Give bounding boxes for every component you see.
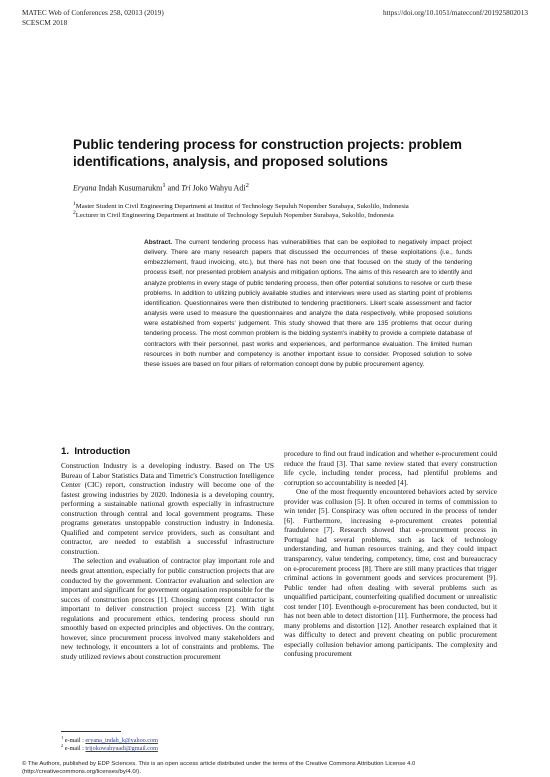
abstract-label: Abstract.	[144, 239, 173, 246]
author-2-family-name: Joko Wahyu Adi	[190, 183, 246, 193]
footnote-1-mark: 1	[61, 735, 64, 740]
running-header-left	[22, 8, 164, 28]
author-2-given-name: Tri	[181, 183, 191, 193]
journal-citation: MATEC Web of Conferences 258, 02013 (2019)	[22, 8, 164, 17]
affiliation-2	[73, 209, 493, 221]
affiliation-2-mark: 2	[73, 210, 76, 216]
author-1-family-name: Indah Kusumaruknı	[96, 183, 163, 193]
body-column-right	[284, 449, 497, 659]
author-line	[73, 181, 249, 194]
section-title: Introduction	[74, 446, 131, 457]
paragraph: The selection and evaluation of contractor play important role and needs great attention, especially for public construction projects that are conducted by the government. Contractor evaluation and selection are important and significant for goverment organisation responsible for the succes of construction procces [1]. Choosing competent contractor is important to deliver construction project success [2]. With tight regulations and procurement ethics, tendering process should run smoothly based on expected principles and objectives. On the contrary, however, since procurement process involved many stakeholders and new technology, it encounters a lot of constraints and problems. The study utilized reviews about construction procurement	[61, 556, 274, 661]
author-1-email-link[interactable]: eryana_indah_k@yahoo.com	[85, 737, 158, 745]
author-1-affiliation-mark: 1	[162, 182, 166, 189]
footnote-2-mark: 2	[61, 743, 64, 748]
footnote-divider	[61, 731, 121, 732]
abstract-text: The current tendering process has vulnerabilities that can be exploited to negatively impact project delivery. There are many research papers that discussed the occurrences of these exploitations (i.e., funds embezzlement, fraud invoicing, etc.), but there has not been one that focused on the study of the tendering process itself, nor presented problem analysis and mitigation options. The aims of this research are to identify and analyze problems in every stage of public tendering process, then offer potential solutions to resolve or curb these problems. In addition to utilizing publicly available studies and interviews were used as starting point of problems identification. Questionnaires were then distributed to tendering practitioners. Likert scale assessment and factor analysis were used to measure the questionnaires and analyze the data respectively, while proposed solutions were established from experts' judgement. This study showed that there are 135 problems that occur during tendering process. The most common problem is the bidding system's inability to provide a complete database of contractors with their personnel, past works and experiences, and performance evaluation. The limited human resources in both number and competency is another important issue to consider. Proposed solution to solve these issues are based on four pillars of reformation concept done by public procurement agency.	[144, 239, 472, 368]
author-separator: and	[165, 183, 182, 193]
footnote-2-prefix: e-mail :	[63, 745, 86, 753]
abstract	[144, 238, 472, 370]
author-2-affiliation-mark: 2	[245, 182, 249, 189]
author-1-given-name: Eryana	[73, 183, 97, 193]
paper-title: Public tendering process for construction projects: problem identifications, analysis, and proposed solutions	[73, 137, 462, 169]
affiliation-1-mark: 1	[73, 201, 76, 207]
footnote-2	[61, 742, 158, 753]
conference-name: SCESCM 2018	[22, 18, 68, 27]
section-number: 1	[61, 446, 67, 457]
affiliation-1-text: Master Student in Civil Engineering Department at Institut of Technology Sepuluh Nopember Surabaya, Sukolilo, Indonesia	[75, 203, 409, 211]
body-column-left	[61, 446, 274, 661]
affiliation-2-text: Lecturer in Civil Engineering Department at Institute of Technology Sepuluh Nopember Surabaya, Sukolilo, Indonesia	[75, 212, 394, 220]
paragraph: procedure to find out fraud indication and whether e-procurement could reduce the fraud [3]. That same review stated that every construction life cycle, including tender process, had plentiful problems and corruption so accountability is needed [4].	[284, 449, 497, 487]
paragraph: One of the most frequently encountered behaviors acted by service provider was collusion [5]. It often occured in terms of commission to win tender [5]. Conspiracy was often occured in the process of tender [6]. Furthermore, increasing e-procurement creates potential fraudulence [7]. Research showed that e-procurement process in Portugal had several problems, such as lack of technology understanding, and human resources training, and they could impact transparency, value tendering, competency, time, cost and bureaucracy on e-procurement process [8]. There are still many practices that trigger criminal actions in government goods and services procurement [9]. Public tender had often dealing with several problems such as unqualified participant, counterfeiting qualified document or unrealistic cost tender [10]. Eventhough e-procurement has been conducted, but it has not been able to detect distortion [11]. Furthermore, the process had many problems and distortion [12]. Another research explained that it was difficulty to detect and prevent cheating on public procurement especially collusion behavior among participants. The complexity and confusing procurement	[284, 487, 497, 659]
license-notice: © The Authors, published by EDP Sciences. This is an open access article distributed under the terms of the Creative Commons Attribution License 4.0 (http://creativecommons.org/licenses/by/4.0/).	[22, 761, 416, 775]
doi-link[interactable]: https://doi.org/10.1051/matecconf/201925802013	[383, 8, 528, 17]
footnote-1-prefix: e-mail :	[63, 737, 86, 745]
section-heading: 1. Introduction	[61, 446, 131, 457]
paragraph: Construction Industry is a developing industry. Based on The US Bureau of Labor Statistics Data and Timetric's Construction Intelligence Center (CIC) report, construction industry will become one of the fastest growing industries by 2020. Indonesia is a developing country, performing a sustainable national growth especially in infrastructure construction through central and local government programs. These programs generates unstoppable construction industry in Indonesia. Qualified and competent service providers, such as consultant and contractor, are needed to establish a successful infrastructure construction.	[61, 461, 274, 556]
author-2-email-link[interactable]: trijokowahyuadi@gmail.com	[85, 745, 158, 753]
